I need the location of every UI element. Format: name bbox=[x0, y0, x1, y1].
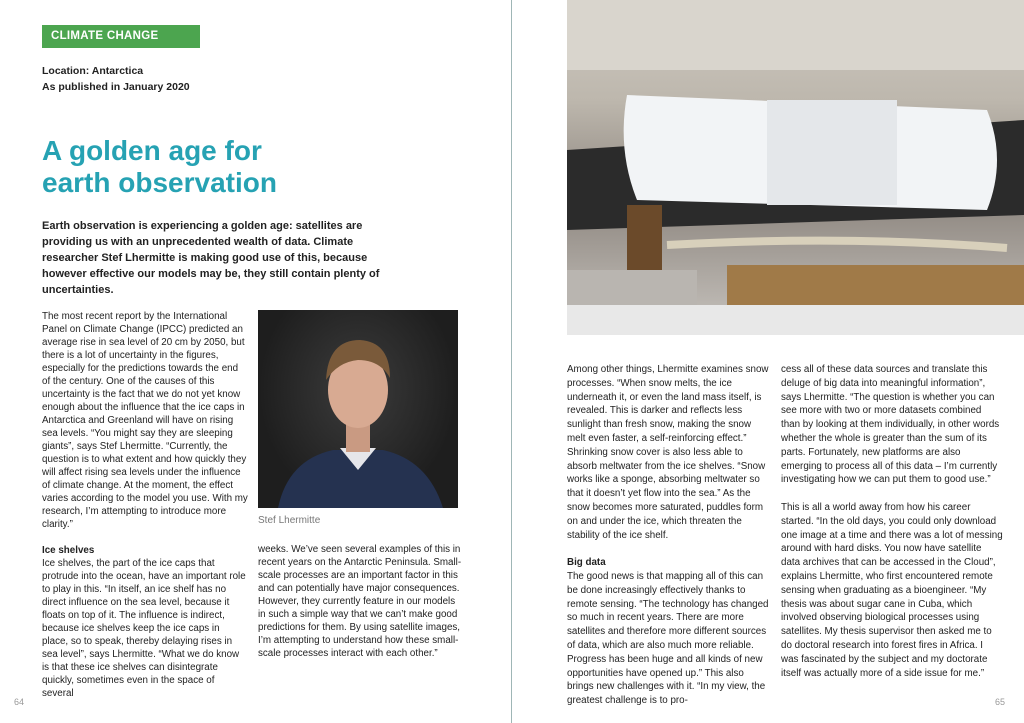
body-column-4 bbox=[781, 363, 1003, 694]
body-column-3 bbox=[567, 363, 771, 722]
photo-caption: Stef Lhermitte bbox=[258, 515, 321, 526]
lead-paragraph: Earth observation is experiencing a golden age: satellites are providing us with an unprecedented wealth of data. Climate researcher Stef Lhermitte is making good use of this, because however effective our models may be, they still contain plenty of uncertainties. bbox=[42, 220, 380, 296]
right-page bbox=[513, 0, 1024, 723]
title-line-2: earth observation bbox=[42, 167, 277, 198]
published-date: As published in January 2020 bbox=[42, 81, 190, 93]
ice-shelves-paragraph: Ice shelves, the part of the ice caps that protrude into the ocean, have an important role to play in this. “In itself, an ice shelf has no direct influence on the sea level, because it floats on top of it. The influence is indirect, because ice shelves keep the ice caps in place, so to speak, thereby delaying rises in sea level”, says Lhermitte. “What we do know is that these ice shelves can disintegrate quickly, sometimes even in the space of several bbox=[42, 558, 246, 699]
title-line-1: A golden age for bbox=[42, 135, 262, 166]
big-data-continued: cess all of these data sources and translate this deluge of big data into meaningful information”, says Lhermitte. “The question is whether you can see more with two or more datasets combined than by looking at them individually, in other words whether the whole is greater than the sum of its parts. Fortunately, new platforms are also emerging to process all of this data – I’m currently investigating how we can put them to good use.” bbox=[781, 364, 1000, 486]
body-column-1 bbox=[42, 310, 248, 713]
ice-shelves-continued: weeks. We’ve seen several examples of this in recent years on the Antarctic Peninsula. Small-scale processes are an important factor in this and can potentially have major consequences. However, they currently feature in our models in such a simple way that we can’t make good predictions for them. By using satellite images, I’m attempting to understand how these small-scale processes interact with each other.” bbox=[258, 544, 462, 659]
career-paragraph: This is all a world away from how his career started. “In the old days, you could only download one image at a time and there was a lot of messing around with hard disks. You now have satellite data archives that can be accessed in the Cloud”, explains Lhermitte, who first encountered remote sensing when graduating as a bioengineer. “My thesis was about sugar cane in Cuba, which involved observing biological processes using satellites. My thesis supervisor then asked me to do doctoral research into forest fires in Africa. I was fascinated by the subject and my doctorate itself was actually more of a side issue for me.” bbox=[781, 501, 1003, 679]
section-tag: CLIMATE CHANGE bbox=[42, 25, 200, 48]
ice-core-photo bbox=[567, 0, 1024, 335]
snow-paragraph: Among other things, Lhermitte examines snow processes. “When snow melts, the ice underneath it, or even the land mass itself, is revealed. This is darker and reflects less sunlight than fresh snow, making the snow melt even faster, a self-reinforcing effect.” Shrinking snow cover is also less able to absorb meltwater from the ice shelves. “Snow works like a sponge, absorbing meltwater so that it doesn’t yet flow into the sea.” As the snow becomes more saturated, puddles form on and under the ice, which threaten the stability of the ice shelf. bbox=[567, 364, 769, 541]
location: Location: Antarctica bbox=[42, 65, 144, 77]
page-number: 65 bbox=[995, 697, 1006, 707]
body-column-2 bbox=[258, 543, 463, 673]
page-number: 64 bbox=[14, 697, 25, 707]
article-title bbox=[42, 135, 362, 199]
intro-paragraph: The most recent report by the International Panel on Climate Change (IPCC) predicted an average rise in sea level of 20 cm by 2050, but there is a lot of uncertainty in the figures, especially for the predictions towards the end of the century. One of the causes of this uncertainty is the fact that we do not yet know enough about the influence that the ice caps in Antarctica and Greenland will have on rising sea levels. “You might say they are sleeping giants”, says Stef Lhermitte. “Currently, the question is to what extent and how quickly they will affect rising sea levels under the influence of climate change. At the moment, the effect varies according to the model you use. With my research, I’m attempting to introduce more clarity.” bbox=[42, 311, 248, 530]
heading-ice-shelves: Ice shelves bbox=[42, 545, 95, 556]
heading-big-data: Big data bbox=[567, 557, 606, 569]
article-meta bbox=[42, 63, 190, 95]
big-data-paragraph: The good news is that mapping all of this can be done increasingly effectively thanks to remote sensing. “The technology has changed so much in recent years. There are more satellites and therefore more different sources of data, which are also much more reliable. Progress has been huge and all kinds of new opportunities have opened up.” This also brings new challenges with it. “In my view, the greatest challenge is to pro- bbox=[567, 570, 769, 707]
portrait-photo bbox=[258, 310, 458, 508]
